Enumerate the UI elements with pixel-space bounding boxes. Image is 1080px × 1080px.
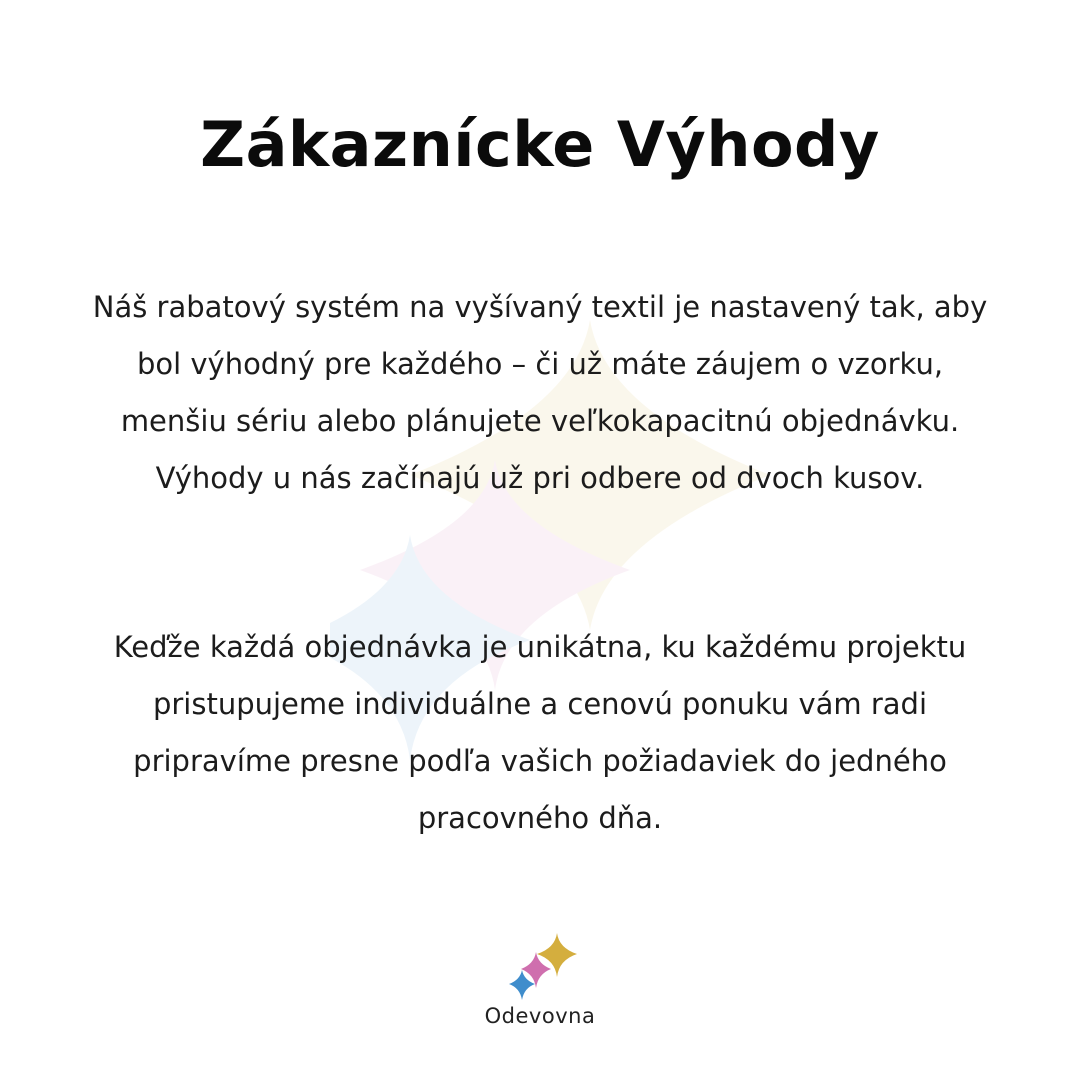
sparkle-stars-icon bbox=[502, 930, 582, 1005]
brand-name: Odevovna bbox=[484, 1004, 596, 1028]
page-title: Zákaznícke Výhody bbox=[200, 107, 880, 181]
brand-logo bbox=[480, 930, 600, 1040]
paragraph-individual-offer: Keďže každá objednávka je unikátna, ku každému projektu pristupujeme individuálne a cenovú ponuku vám radi pripravíme presne podľa vašich požiadaviek do jedného pracovného dňa. bbox=[113, 630, 967, 835]
paragraph-discount-system: Náš rabatový systém na vyšívaný textil je nastavený tak, aby bol výhodný pre každého – či už máte záujem o vzorku, menšiu sériu alebo plánujete veľkokapacitnú objednávku. Výhody u nás začínajú už pri odbere od dvoch kusov. bbox=[92, 290, 988, 495]
